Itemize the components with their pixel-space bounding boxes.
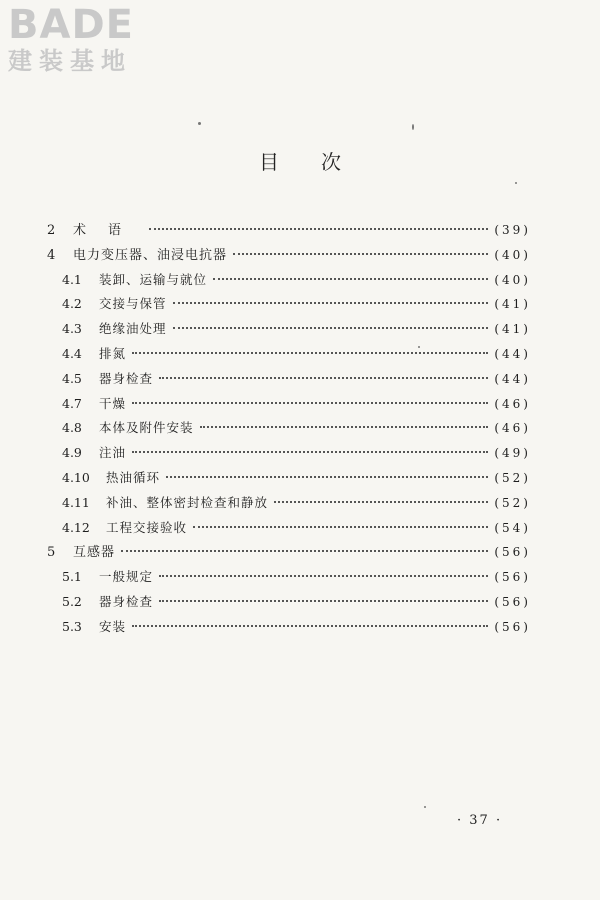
toc-entry[interactable] (47, 218, 531, 243)
toc-entry-title: 热油循环 (106, 469, 161, 485)
watermark-logo (8, 2, 134, 75)
dot-leader (121, 550, 488, 552)
toc-entry-page: (39) (494, 223, 531, 237)
dot-leader (132, 625, 488, 627)
logo-subtitle: 建装基地 (8, 47, 132, 75)
toc-entry[interactable] (47, 540, 531, 565)
dot-leader (173, 302, 489, 304)
dot-leader (274, 501, 488, 503)
toc-entry-page: (40) (494, 247, 531, 262)
dot-leader (166, 476, 488, 478)
toc-entry-title: 器身检查 (99, 370, 154, 386)
toc-entry-page: (44) (494, 371, 531, 386)
toc-entry[interactable] (47, 416, 531, 441)
scan-speck (198, 122, 201, 125)
toc-entry-title: 术语 (73, 223, 144, 238)
dot-leader (159, 575, 488, 577)
toc-entry-page: (41) (494, 322, 531, 337)
toc-entry-title: 排氮 (99, 345, 127, 361)
dot-leader (213, 278, 488, 280)
toc-entry-number: 5.2 (62, 593, 82, 609)
dot-leader (159, 600, 488, 602)
toc-entry-page: (44) (494, 346, 531, 361)
toc-entry-page: (40) (494, 272, 531, 287)
toc-entry[interactable] (47, 392, 531, 417)
toc-entry-number: 4 (47, 247, 56, 263)
toc-entry-number: 4.4 (62, 345, 82, 361)
toc-entry-page: (46) (494, 396, 531, 411)
toc-entry-number: 4.2 (62, 296, 82, 312)
toc-entry[interactable] (47, 342, 531, 367)
toc-entry[interactable] (47, 466, 531, 491)
toc-entry-number: 4.3 (62, 321, 82, 337)
toc-entry-number: 4.5 (62, 370, 82, 386)
toc-entry-number: 4.1 (62, 271, 82, 287)
logo-wordmark: BADE (8, 2, 134, 48)
toc-entry-title: 绝缘油处理 (99, 321, 167, 337)
page-title: 目次 (259, 150, 383, 174)
toc-entry-number: 4.12 (62, 519, 90, 535)
toc-entry-number: 5 (47, 545, 56, 561)
toc-entry-number: 4.11 (62, 494, 90, 510)
toc-entry-title: 装卸、运输与就位 (99, 271, 208, 287)
dot-leader (132, 451, 488, 453)
toc-entry-number: 5.3 (62, 618, 82, 634)
toc-entry-page: (52) (494, 470, 531, 485)
toc-entry-title: 互感器 (73, 545, 116, 561)
toc-entry-title: 注油 (99, 445, 127, 461)
toc-entry-number: 2 (47, 223, 56, 238)
toc-entry-page: (52) (494, 495, 531, 510)
toc-entry[interactable] (47, 565, 531, 590)
toc-entry-title: 工程交接验收 (106, 519, 188, 535)
dot-leader (173, 327, 489, 329)
scan-speck (515, 182, 517, 184)
dot-leader (233, 253, 488, 255)
toc-entry-page: (56) (494, 594, 531, 609)
toc-entry[interactable] (47, 367, 531, 392)
toc-entry-title: 补油、整体密封检查和静放 (106, 494, 269, 510)
toc-entry[interactable] (47, 268, 531, 293)
toc-entry-title: 安装 (99, 618, 127, 634)
scan-speck (424, 806, 426, 808)
dot-leader (132, 402, 488, 404)
scan-speck (418, 346, 420, 348)
toc-entry[interactable] (47, 441, 531, 466)
dot-leader (159, 377, 488, 379)
toc-entry-page: (46) (494, 421, 531, 436)
page-number: · 37 · (457, 813, 503, 828)
toc-entry-page: (41) (494, 297, 531, 312)
toc-entry-title: 一般规定 (99, 569, 154, 585)
toc-entry-number: 4.7 (62, 395, 82, 411)
toc-entry[interactable] (47, 292, 531, 317)
toc-entry[interactable] (47, 243, 531, 268)
scan-speck (412, 124, 414, 130)
toc-entry-title: 器身检查 (99, 593, 154, 609)
toc-entry-number: 4.9 (62, 445, 82, 461)
toc-entry-title: 电力变压器、油浸电抗器 (73, 247, 228, 263)
toc-entry-page: (56) (494, 570, 531, 585)
toc-entry-page: (56) (494, 619, 531, 634)
toc-entry-title: 干燥 (99, 395, 127, 411)
toc-entry[interactable] (47, 491, 531, 516)
dot-leader (149, 228, 488, 230)
toc-entry-page: (54) (494, 520, 531, 535)
toc-entry[interactable] (47, 317, 531, 342)
toc-entry[interactable] (47, 516, 531, 541)
toc-entry-number: 5.1 (62, 569, 82, 585)
toc-entry-page: (56) (494, 545, 531, 560)
toc-entry-number: 4.10 (62, 469, 90, 485)
toc-entry[interactable] (47, 590, 531, 615)
dot-leader (132, 352, 488, 354)
dot-leader (193, 526, 488, 528)
toc-entry-title: 交接与保管 (99, 296, 167, 312)
toc-entry[interactable] (47, 615, 531, 640)
toc-entry-page: (49) (494, 446, 531, 461)
toc-entry-number: 4.8 (62, 420, 82, 436)
dot-leader (200, 426, 489, 428)
toc-entry-title: 本体及附件安装 (99, 420, 194, 436)
table-of-contents (47, 218, 531, 640)
